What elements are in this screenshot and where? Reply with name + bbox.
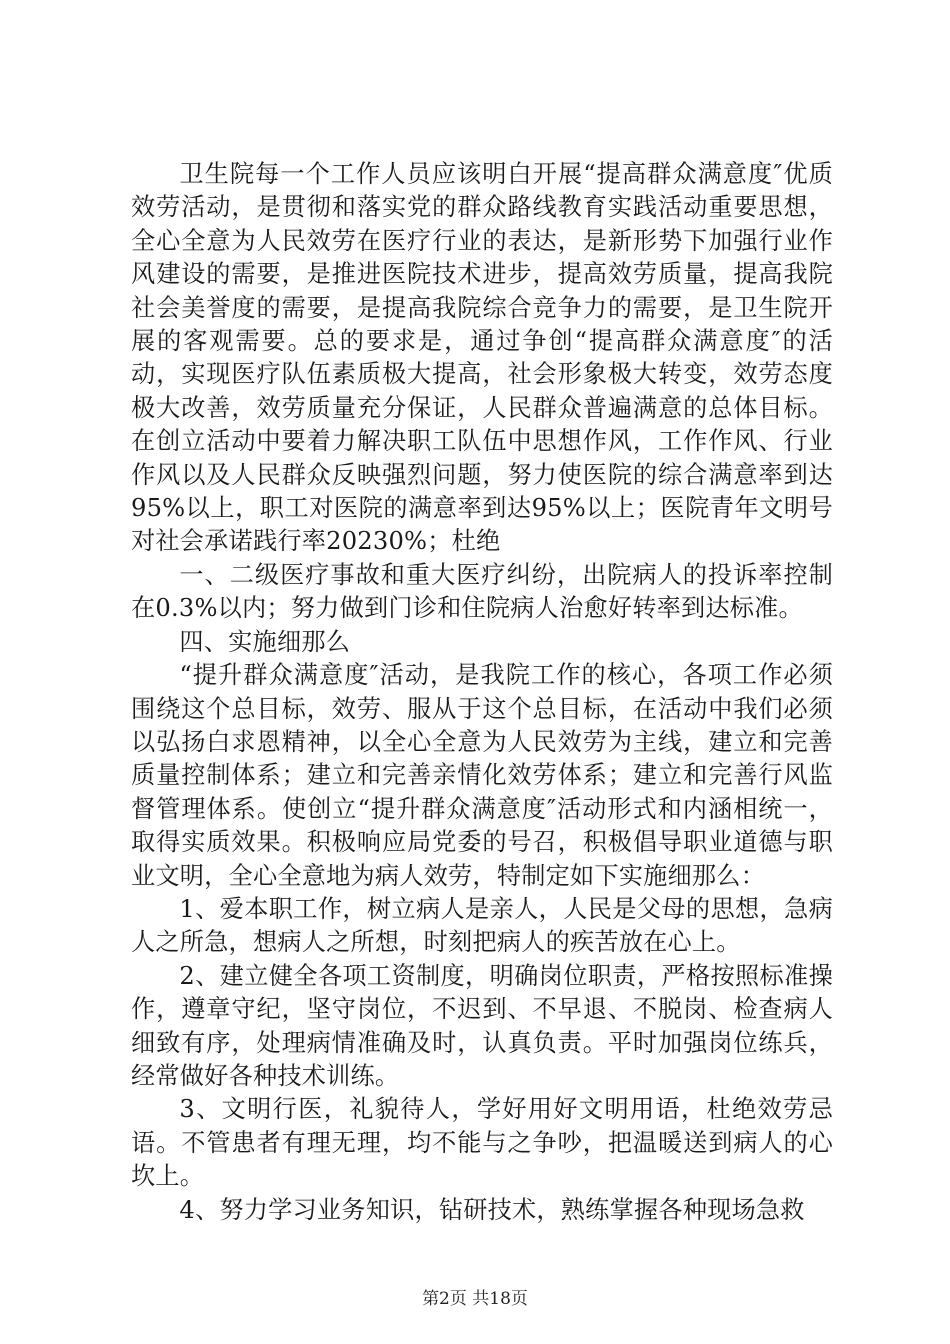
section-heading-implementation: 四、实施细那么 — [179, 627, 351, 656]
paragraph-implementation: “提升群众满意度″活动，是我院工作的核心，各项工作必须围绕这个总目标，效劳、服从于这个总目标，在活动中我们必须以弘扬白求恩精神，以全心全意为人民效劳为主线，建立和完善质量控制体系；建立和完善亲情化效劳体系；建立和完善行风监督管理体系。使创立“提升群众满意度″活动形式和内涵相统一，取得实质效果。积极响应局党委的号召，积极倡导职业道德与职业文明，全心全意地为病人效劳，特制定如下实施细那么： — [131, 661, 833, 890]
list-item-3: 3、文明行医，礼貌待人，学好用好文明用语，杜绝效劳忌语。不管患者有理无理，均不能与之争吵，把温暖送到病人的心坎上。 — [131, 1095, 833, 1191]
list-item-2: 2、建立健全各项工资制度，明确岗位职责，严格按照标准操作，遵章守纪，坚守岗位，不迟到、不早退、不脱岗、检查病人细致有序，处理病情准确及时，认真负责。平时加强岗位练兵，经常做好各种技术训练。 — [131, 961, 833, 1090]
list-item-4: 4、努力学习业务知识，钻研技术，熟练掌握各种现场急救 — [179, 1195, 805, 1224]
list-item-1: 1、爱本职工作，树立病人是亲人，人民是父母的思想，急病人之所急，想病人之所想，时刻把病人的疾苦放在心上。 — [131, 894, 833, 957]
page-number-footer: 第2页 共18页 — [422, 1289, 528, 1309]
paragraph-accident-rate: 一、二级医疗事故和重大医疗纠纷，出院病人的投诉率控制在0.3%以内；努力做到门诊和住院病人治愈好转率到达标准。 — [131, 560, 833, 623]
document-body — [131, 158, 833, 1227]
paragraph-intro: 卫生院每一个工作人员应该明白开展“提高群众满意度″优质效劳活动，是贯彻和落实党的群众路线教育实践活动重要思想，全心全意为人民效劳在医疗行业的表达，是新形势下加强行业作风建设的需要，是推进医院技术进步，提高效劳质量，提高我院社会美誉度的需要，是提高我院综合竞争力的需要，是卫生院开展的客观需要。总的要求是，通过争创“提高群众满意度″的活动，实现医疗队伍素质极大提高，社会形象极大转变，效劳态度极大改善，效劳质量充分保证，人民群众普遍满意的总体目标。在创立活动中要着力解决职工队伍中思想作风，工作作风、行业作风以及人民群众反映强烈问题，努力使医院的综合满意率到达95%以上，职工对医院的满意率到达95%以上；医院青年文明号对社会承诺践行率20230%；杜绝 — [131, 160, 833, 556]
